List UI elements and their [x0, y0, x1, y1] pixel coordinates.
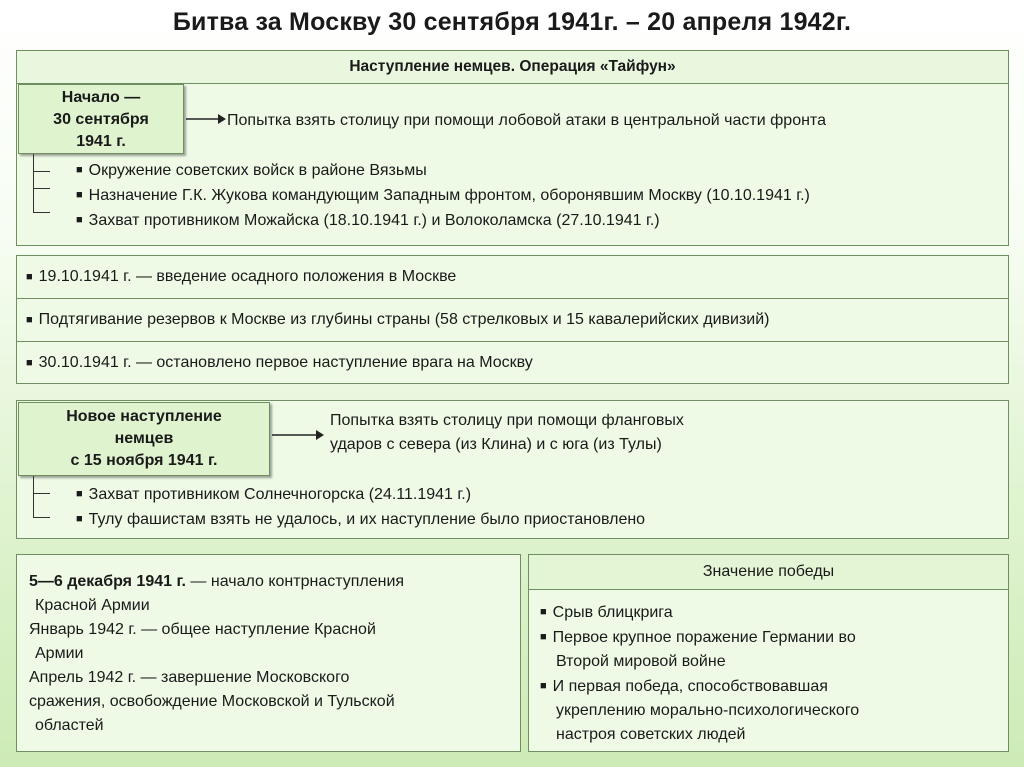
- label-line: немцев: [114, 430, 174, 447]
- typhoon-list: [76, 158, 810, 233]
- counter-date: 5—6 декабря 1941 г.: [29, 573, 186, 590]
- event-row: ■ Подтягивание резервов к Москве из глубины страны (58 стрелковых и 15 кавалерийских дивизий): [16, 298, 1009, 341]
- list-item-cont: Второй мировой войне: [556, 653, 726, 670]
- tree-connector: [33, 476, 50, 494]
- bullet-icon: ■: [76, 488, 83, 500]
- label-line: Новое наступление: [66, 408, 222, 425]
- arrow-right-icon: [272, 428, 324, 442]
- counter-line: Армии: [35, 645, 84, 662]
- bullet-icon: ■: [540, 631, 547, 643]
- event-row: ■ 30.10.1941 г. — остановлено первое наступление врага на Москву: [16, 341, 1009, 384]
- event-row: ■ 19.10.1941 г. — введение осадного положения в Москве: [26, 267, 457, 285]
- bullet-icon: ■: [76, 214, 83, 226]
- bullet-icon: ■: [76, 189, 83, 201]
- bullet-icon: ■: [26, 357, 33, 369]
- goal-line: Попытка взять столицу при помощи фланговых: [330, 412, 684, 429]
- list-item-cont: укреплению морально-психологического: [556, 702, 860, 719]
- bullet-icon: ■: [76, 164, 83, 176]
- label-line: с 15 ноября 1941 г.: [70, 452, 218, 469]
- bullet-icon: ■: [540, 680, 547, 692]
- new-offensive-label: [18, 402, 270, 476]
- counter-line: 5—6 декабря 1941 г. — начало контрнаступления: [29, 573, 405, 590]
- list-item: ■ Назначение Г.К. Жукова командующим Западным фронтом, оборонявшим Москву (10.10.1941 г.): [76, 187, 810, 204]
- tree-connector: [33, 171, 50, 189]
- tree-connector: [33, 188, 50, 213]
- list-item: ■ Первое крупное поражение Германии во: [540, 629, 856, 646]
- page-title: Битва за Москву 30 сентября 1941г. – 20 апреля 1942г.: [172, 8, 852, 36]
- significance-header: Значение победы: [528, 554, 1009, 590]
- counter-line: Красной Армии: [35, 597, 150, 614]
- counter-line: областей: [35, 717, 104, 734]
- bullet-icon: ■: [26, 270, 33, 283]
- bullet-icon: ■: [76, 513, 83, 525]
- start-label-line: Начало —: [61, 89, 141, 106]
- bullet-icon: ■: [26, 314, 33, 326]
- tree-connector: [33, 493, 50, 518]
- list-item: ■ Окружение советских войск в районе Вязьмы: [76, 162, 427, 179]
- counter-line: сражения, освобождение Московской и Тульской: [29, 693, 395, 710]
- significance-list: [540, 600, 859, 747]
- counter-line: Апрель 1942 г. — завершение Московского: [29, 669, 350, 686]
- start-label: [18, 84, 184, 154]
- new-offensive-list: [76, 482, 645, 532]
- counter-line: Январь 1942 г. — общее наступление Красной: [29, 621, 376, 638]
- list-item: ■ Срыв блицкрига: [540, 604, 673, 621]
- new-offensive-goal: [330, 409, 684, 457]
- typhoon-goal: Попытка взять столицу при помощи лобовой атаки в центральной части фронта: [227, 112, 826, 129]
- list-item: ■ Захват противником Можайска (18.10.1941 г.) и Волоколамска (27.10.1941 г.): [76, 212, 660, 229]
- bullet-icon: ■: [540, 606, 547, 618]
- list-item: ■ Тулу фашистам взять не удалось, и их наступление было приостановлено: [76, 511, 646, 528]
- list-item: ■ Захват противником Солнечногорска (24.11.1941 г.): [76, 486, 472, 503]
- list-item: ■ И первая победа, способствовавшая: [540, 678, 828, 695]
- goal-line: ударов с севера (из Клина) и с юга (из Тулы): [330, 436, 662, 453]
- tree-connector: [33, 154, 50, 172]
- start-label-line: 1941 г.: [76, 133, 126, 150]
- arrow-right-icon: [186, 112, 226, 126]
- list-item-cont: настроя советских людей: [556, 726, 746, 743]
- typhoon-header: Наступление немцев. Операция «Тайфун»: [16, 50, 1009, 84]
- counteroffensive-panel: [16, 554, 521, 752]
- start-label-line: 30 сентября: [53, 111, 149, 128]
